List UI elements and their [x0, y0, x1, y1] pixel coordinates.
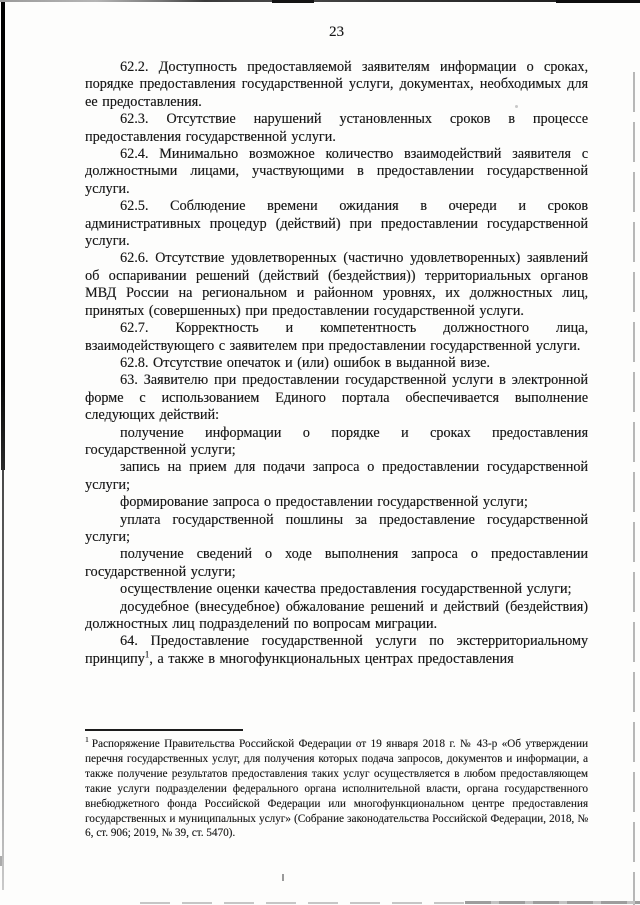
paragraph-62-8: 62.8. Отсутствие опечаток и (или) ошибок в выданной визе.: [120, 354, 490, 371]
paragraph-64-text: 64. Предоставление государственной услуги по экстерриториальному принципу: [85, 633, 588, 667]
paragraph-63: 63. Заявителю при предоставлении государственной услуги в электронной форме с использованием Единого портала обеспечивается выполнение следующих действий:: [85, 372, 588, 424]
footnote: [85, 737, 588, 841]
scan-artifact-left-edge-faded: [2, 470, 4, 890]
scan-artifact-top-edge: [0, 0, 640, 2]
footnote-separator-rule: [85, 729, 243, 731]
paragraph-62-7: 62.7. Корректность и компетентность должностного лица, взаимодействующего с заявителем при предоставлении государственной услуги.: [85, 320, 588, 354]
paragraph-63-item-4: уплата государственной пошлины за предоставление государственной услуги;: [85, 511, 588, 545]
footnote-text: Распоряжение Правительства Российской Федерации от 19 января 2018 г. № 43-р «Об утверждении перечня государственных услуг, для получения которых подача запросов, документов и информации, а также получение результатов предоставления таких услуг осуществляется в любом предоставляющем такие услуги подразделении федерального органа исполнительной власти, органа государственного внебюджетного фонда Российской Федерации или многофункциональном центре предоставления государственных и муниципальных услуг» (Собрание законодательства Российской Федерации, 2018, № 6, ст. 906; 2019, № 39, ст. 5470).: [85, 738, 588, 840]
paragraph-63-item-2: запись на прием для подачи запроса о предоставлении государственной услуги;: [85, 459, 588, 493]
paragraph-63-item-6: осуществление оценки качества предоставления государственной услуги;: [120, 581, 572, 598]
paragraph-64-text-continued: , а также в многофункциональных центрах предоставления: [149, 650, 514, 667]
scan-speck: [282, 874, 284, 881]
scan-artifact-bottom-edge: [140, 902, 465, 904]
paragraph-62-2: 62.2. Доступность предоставляемой заявителям информации о сроках, порядке предоставления государственной услуги, документах, необходимых для ее предоставления.: [85, 59, 588, 110]
paragraph-62-3: 62.3. Отсутствие нарушений установленных сроков в процессе предоставления государственной услуги.: [85, 111, 588, 145]
document-body: [85, 59, 588, 668]
paragraph-63-item-5: получение сведений о ходе выполнения запроса о предоставлении государственной услуги;: [85, 546, 588, 580]
paragraph-64: [85, 633, 588, 668]
paragraph-62-4: 62.4. Минимально возможное количество взаимодействий заявителя с должностными лицами, участвующими в предоставлении государственной услуги.: [85, 146, 588, 197]
paragraph-62-5: 62.5. Соблюдение времени ожидания в очереди и сроков административных процедур (действий) при предоставлении государственной услуги.: [85, 198, 588, 250]
paragraph-63-item-1: получение информации о порядке и сроках предоставления государственной услуги;: [85, 424, 588, 458]
scan-artifact-top-mark: [272, 0, 314, 3]
footnote-marker-superscript: 1: [85, 735, 89, 745]
scan-artifact-top-right-mark: [556, 0, 640, 3]
scan-artifact-right-edge: [633, 72, 635, 905]
paragraph-63-item-3: формирование запроса о предоставлении государственной услуги;: [120, 494, 528, 511]
scan-artifact-bottom-right-edge: [465, 901, 640, 904]
scan-artifact-left-edge-dark: [1, 0, 5, 470]
paragraph-63-item-7: досудебное (внесудебное) обжалование решений и действий (бездействия) должностных лиц подразделений по вопросам миграции.: [85, 598, 588, 632]
page-number: 23: [329, 24, 344, 40]
scan-speck: [0, 856, 2, 866]
footnote-reference-superscript: 1: [144, 649, 150, 660]
paragraph-62-6: 62.6. Отсутствие удовлетворенных (частично удовлетворенных) заявлений об оспаривании решений (действий (бездействия)) территориальных органов МВД России на региональном и районном уровнях, их должностных лиц, принятых (совершенных) при предоставлении государственной услуги.: [85, 250, 588, 319]
